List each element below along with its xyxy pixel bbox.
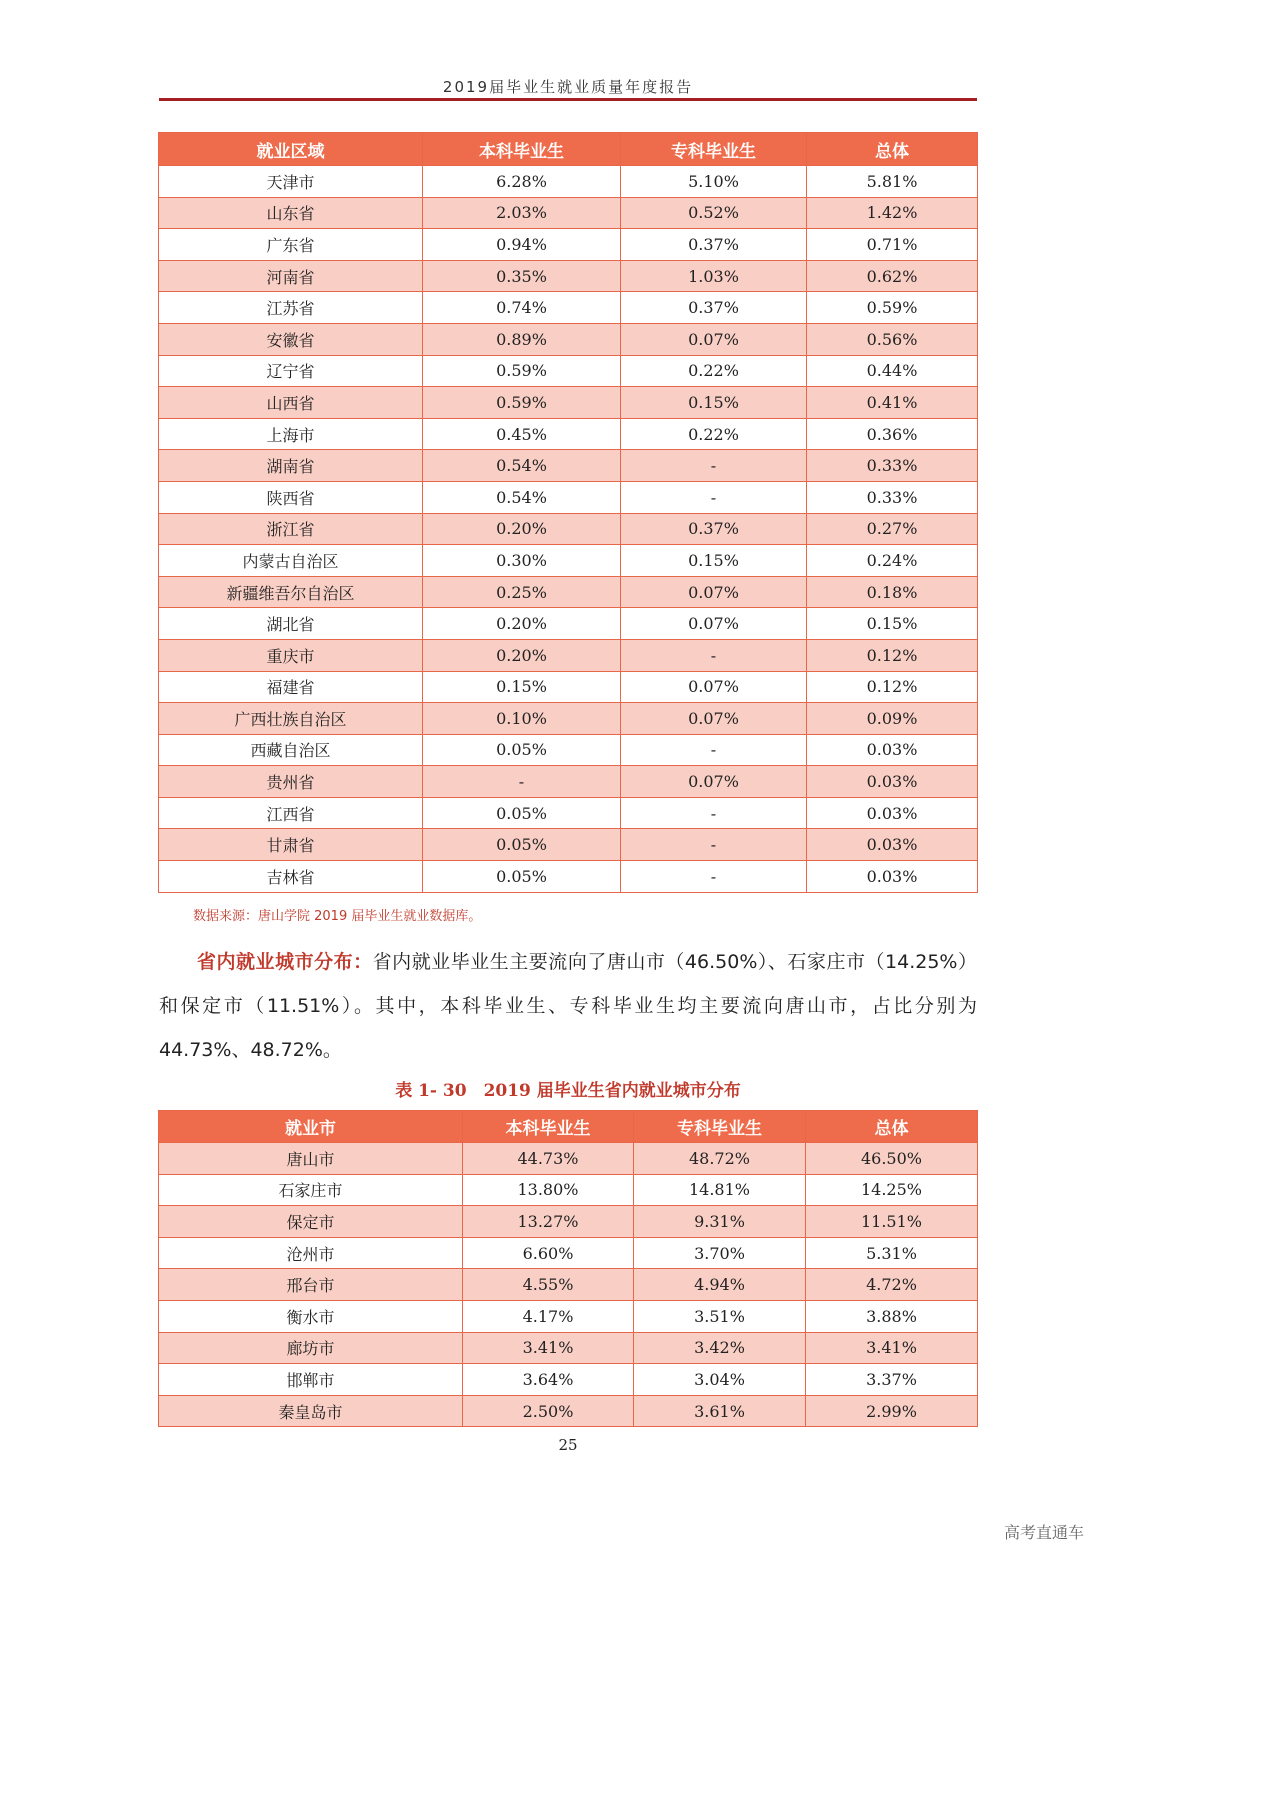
- value-cell: 13.27%: [463, 1206, 634, 1238]
- value-cell: -: [423, 766, 621, 798]
- value-cell: 0.07%: [621, 323, 807, 355]
- row-label-cell: 邯郸市: [159, 1364, 463, 1396]
- row-label-cell: 甘肃省: [159, 829, 423, 861]
- value-cell: 6.28%: [423, 166, 621, 198]
- value-cell: -: [621, 481, 807, 513]
- row-label-cell: 石家庄市: [159, 1174, 463, 1206]
- value-cell: 5.81%: [807, 166, 978, 198]
- value-cell: 3.42%: [634, 1332, 806, 1364]
- value-cell: 2.03%: [423, 197, 621, 229]
- value-cell: 0.07%: [621, 766, 807, 798]
- row-label-cell: 江西省: [159, 797, 423, 829]
- value-cell: 0.37%: [621, 229, 807, 261]
- table-row: [159, 1269, 978, 1301]
- value-cell: 0.12%: [807, 639, 978, 671]
- value-cell: -: [621, 450, 807, 482]
- row-label-cell: 山西省: [159, 387, 423, 419]
- value-cell: 3.61%: [634, 1395, 806, 1427]
- row-label-cell: 沧州市: [159, 1237, 463, 1269]
- value-cell: 0.41%: [807, 387, 978, 419]
- table-row: [159, 197, 978, 229]
- table-row: [159, 734, 978, 766]
- table-row: [159, 1206, 978, 1238]
- value-cell: 9.31%: [634, 1206, 806, 1238]
- row-label-cell: 浙江省: [159, 513, 423, 545]
- value-cell: 0.07%: [621, 608, 807, 640]
- table-row: [159, 387, 978, 419]
- value-cell: 0.56%: [807, 323, 978, 355]
- row-label-cell: 广西壮族自治区: [159, 703, 423, 735]
- value-cell: 0.33%: [807, 481, 978, 513]
- value-cell: 0.22%: [621, 418, 807, 450]
- column-header: 本科毕业生: [463, 1111, 634, 1143]
- table-row: [159, 450, 978, 482]
- table-row: [159, 797, 978, 829]
- table-row: [159, 418, 978, 450]
- table-row: [159, 1332, 978, 1364]
- table-row: [159, 355, 978, 387]
- value-cell: -: [621, 639, 807, 671]
- value-cell: 2.50%: [463, 1395, 634, 1427]
- value-cell: 0.25%: [423, 576, 621, 608]
- value-cell: 14.25%: [806, 1174, 978, 1206]
- value-cell: -: [621, 861, 807, 893]
- value-cell: 0.05%: [423, 861, 621, 893]
- table-row: [159, 861, 978, 893]
- city-distribution-table: [158, 1110, 978, 1427]
- value-cell: -: [621, 734, 807, 766]
- table-caption: 表 1- 30 2019 届毕业生省内就业城市分布: [395, 1081, 741, 1101]
- table-header-row: [159, 1111, 978, 1143]
- value-cell: 0.52%: [621, 197, 807, 229]
- value-cell: -: [621, 797, 807, 829]
- value-cell: 4.55%: [463, 1269, 634, 1301]
- row-label-cell: 保定市: [159, 1206, 463, 1238]
- table-row: [159, 829, 978, 861]
- row-label-cell: 内蒙古自治区: [159, 545, 423, 577]
- table-row: [159, 1364, 978, 1396]
- value-cell: 44.73%: [463, 1143, 634, 1175]
- value-cell: 0.07%: [621, 576, 807, 608]
- table-row: [159, 766, 978, 798]
- row-label-cell: 江苏省: [159, 292, 423, 324]
- value-cell: 0.12%: [807, 671, 978, 703]
- value-cell: 0.15%: [621, 545, 807, 577]
- column-header: 总体: [807, 133, 978, 166]
- value-cell: 14.81%: [634, 1174, 806, 1206]
- value-cell: 46.50%: [806, 1143, 978, 1175]
- value-cell: 4.17%: [463, 1300, 634, 1332]
- value-cell: 2.99%: [806, 1395, 978, 1427]
- row-label-cell: 西藏自治区: [159, 734, 423, 766]
- row-label-cell: 湖南省: [159, 450, 423, 482]
- row-label-cell: 廊坊市: [159, 1332, 463, 1364]
- value-cell: 0.15%: [621, 387, 807, 419]
- value-cell: 0.24%: [807, 545, 978, 577]
- value-cell: 0.36%: [807, 418, 978, 450]
- value-cell: 13.80%: [463, 1174, 634, 1206]
- value-cell: 0.03%: [807, 829, 978, 861]
- value-cell: 0.30%: [423, 545, 621, 577]
- row-label-cell: 山东省: [159, 197, 423, 229]
- row-label-cell: 安徽省: [159, 323, 423, 355]
- table-row: [159, 545, 978, 577]
- paragraph-text: 省内就业毕业生主要流向了唐山市（46.50%）、石家庄市（14.25%）和保定市（11.51%）。其中，本科毕业生、专科毕业生均主要流向唐山市，占比分别为 44.73%、48.72%。: [159, 951, 977, 1061]
- value-cell: 1.42%: [807, 197, 978, 229]
- row-label-cell: 重庆市: [159, 639, 423, 671]
- value-cell: 0.05%: [423, 797, 621, 829]
- row-label-cell: 衡水市: [159, 1300, 463, 1332]
- table-row: [159, 1237, 978, 1269]
- value-cell: 11.51%: [806, 1206, 978, 1238]
- value-cell: -: [621, 829, 807, 861]
- row-label-cell: 邢台市: [159, 1269, 463, 1301]
- row-label-cell: 陕西省: [159, 481, 423, 513]
- value-cell: 0.45%: [423, 418, 621, 450]
- column-header: 专科毕业生: [634, 1111, 806, 1143]
- value-cell: 0.89%: [423, 323, 621, 355]
- value-cell: 1.03%: [621, 260, 807, 292]
- row-label-cell: 上海市: [159, 418, 423, 450]
- value-cell: 0.74%: [423, 292, 621, 324]
- table-row: [159, 576, 978, 608]
- value-cell: 0.59%: [423, 387, 621, 419]
- table-header-row: [159, 133, 978, 166]
- value-cell: 0.20%: [423, 639, 621, 671]
- row-label-cell: 秦皇岛市: [159, 1395, 463, 1427]
- table-row: [159, 639, 978, 671]
- value-cell: 0.94%: [423, 229, 621, 261]
- value-cell: 0.05%: [423, 829, 621, 861]
- table-row: [159, 703, 978, 735]
- value-cell: 0.44%: [807, 355, 978, 387]
- column-header: 就业市: [159, 1111, 463, 1143]
- table-row: [159, 1395, 978, 1427]
- row-label-cell: 福建省: [159, 671, 423, 703]
- table-row: [159, 1143, 978, 1175]
- paragraph-lead: 省内就业城市分布：: [197, 951, 373, 973]
- value-cell: 0.22%: [621, 355, 807, 387]
- row-label-cell: 湖北省: [159, 608, 423, 640]
- value-cell: 0.15%: [423, 671, 621, 703]
- value-cell: 0.07%: [621, 671, 807, 703]
- value-cell: 4.72%: [806, 1269, 978, 1301]
- value-cell: 3.37%: [806, 1364, 978, 1396]
- value-cell: 0.07%: [621, 703, 807, 735]
- region-distribution-table: [158, 132, 978, 893]
- value-cell: 0.27%: [807, 513, 978, 545]
- table-row: [159, 1174, 978, 1206]
- value-cell: 0.20%: [423, 513, 621, 545]
- value-cell: 0.03%: [807, 861, 978, 893]
- value-cell: 0.35%: [423, 260, 621, 292]
- table-row: [159, 260, 978, 292]
- value-cell: 0.20%: [423, 608, 621, 640]
- value-cell: 0.71%: [807, 229, 978, 261]
- value-cell: 3.41%: [463, 1332, 634, 1364]
- row-label-cell: 吉林省: [159, 861, 423, 893]
- value-cell: 0.03%: [807, 766, 978, 798]
- value-cell: 6.60%: [463, 1237, 634, 1269]
- table-row: [159, 513, 978, 545]
- value-cell: 48.72%: [634, 1143, 806, 1175]
- value-cell: 0.37%: [621, 513, 807, 545]
- row-label-cell: 天津市: [159, 166, 423, 198]
- table-row: [159, 608, 978, 640]
- value-cell: 0.18%: [807, 576, 978, 608]
- table-row: [159, 292, 978, 324]
- body-paragraph: [159, 940, 977, 1072]
- watermark: 高考直通车: [1003, 1523, 1084, 1542]
- value-cell: 0.62%: [807, 260, 978, 292]
- value-cell: 0.10%: [423, 703, 621, 735]
- row-label-cell: 广东省: [159, 229, 423, 261]
- value-cell: 0.09%: [807, 703, 978, 735]
- value-cell: 3.88%: [806, 1300, 978, 1332]
- table-row: [159, 481, 978, 513]
- value-cell: 0.05%: [423, 734, 621, 766]
- column-header: 就业区域: [159, 133, 423, 166]
- value-cell: 5.31%: [806, 1237, 978, 1269]
- value-cell: 0.54%: [423, 450, 621, 482]
- row-label-cell: 唐山市: [159, 1143, 463, 1175]
- column-header: 专科毕业生: [621, 133, 807, 166]
- row-label-cell: 辽宁省: [159, 355, 423, 387]
- value-cell: 3.64%: [463, 1364, 634, 1396]
- value-cell: 5.10%: [621, 166, 807, 198]
- data-source-note: 数据来源：唐山学院 2019 届毕业生就业数据库。: [193, 909, 482, 924]
- table-row: [159, 166, 978, 198]
- value-cell: 0.54%: [423, 481, 621, 513]
- row-label-cell: 新疆维吾尔自治区: [159, 576, 423, 608]
- table-row: [159, 229, 978, 261]
- value-cell: 0.33%: [807, 450, 978, 482]
- header-rule: [159, 98, 977, 101]
- value-cell: 0.59%: [423, 355, 621, 387]
- row-label-cell: 贵州省: [159, 766, 423, 798]
- page-number: 25: [558, 1436, 578, 1454]
- column-header: 总体: [806, 1111, 978, 1143]
- value-cell: 0.37%: [621, 292, 807, 324]
- value-cell: 3.70%: [634, 1237, 806, 1269]
- value-cell: 0.03%: [807, 734, 978, 766]
- column-header: 本科毕业生: [423, 133, 621, 166]
- value-cell: 3.41%: [806, 1332, 978, 1364]
- row-label-cell: 河南省: [159, 260, 423, 292]
- value-cell: 0.03%: [807, 797, 978, 829]
- value-cell: 3.51%: [634, 1300, 806, 1332]
- value-cell: 0.59%: [807, 292, 978, 324]
- table-row: [159, 671, 978, 703]
- value-cell: 4.94%: [634, 1269, 806, 1301]
- value-cell: 3.04%: [634, 1364, 806, 1396]
- value-cell: 0.15%: [807, 608, 978, 640]
- table-row: [159, 323, 978, 355]
- table-row: [159, 1300, 978, 1332]
- running-header: 2019届毕业生就业质量年度报告: [442, 78, 694, 96]
